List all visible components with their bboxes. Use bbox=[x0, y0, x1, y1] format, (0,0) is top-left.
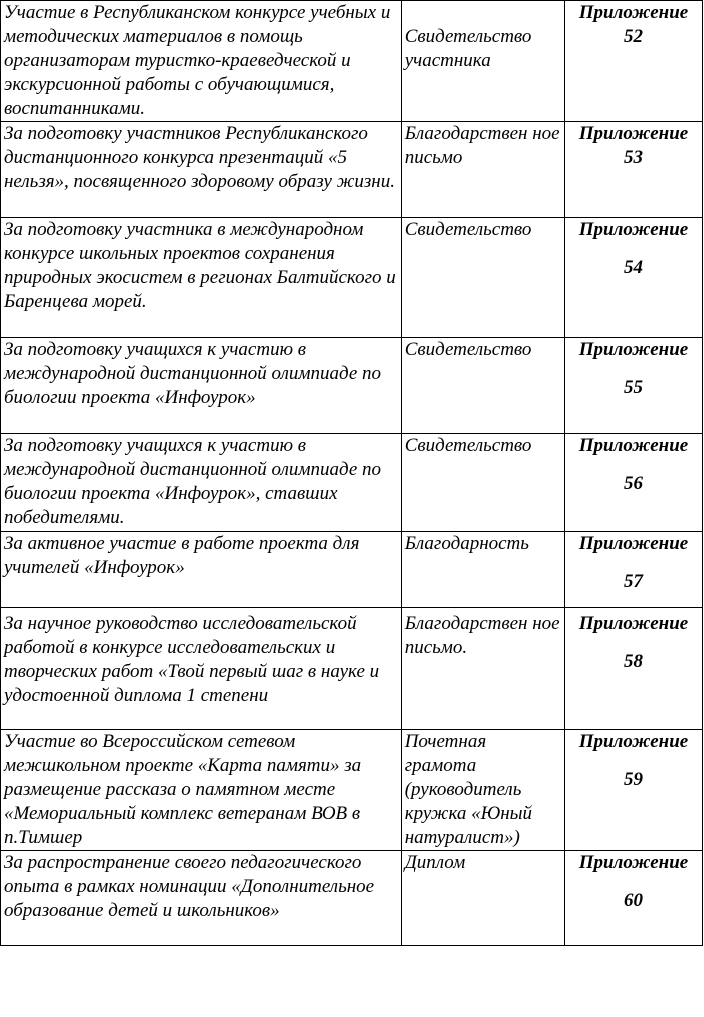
row-description: Участие в Республиканском конкурсе учебных и методических материалов в помощь организаторам туристко-краеведческой и экскурсионной работы с обучающимися, воспитанниками. bbox=[1, 1, 402, 122]
row-document-type: Благодарствен ное письмо bbox=[401, 122, 564, 218]
row-document-type: Почетная грамота (руководитель кружка «Юный натуралист») bbox=[401, 730, 564, 851]
document-type-text: Свидетельство участника bbox=[404, 26, 532, 71]
row-document-type: Благодарность bbox=[401, 532, 564, 608]
table-row bbox=[1, 608, 703, 730]
appendix-label: Приложение bbox=[578, 852, 689, 873]
table-row bbox=[1, 434, 703, 532]
appendix-label: Приложение bbox=[578, 533, 689, 554]
row-appendix bbox=[565, 434, 703, 532]
appendix-number: 59 bbox=[624, 769, 643, 790]
appendix-label: Приложение bbox=[578, 123, 689, 144]
appendix-number: 53 bbox=[624, 147, 643, 168]
table-row bbox=[1, 532, 703, 608]
row-description: За подготовку участника в международном конкурсе школьных проектов сохранения природных экосистем в регионах Балтийского и Баренцева морей. bbox=[1, 218, 402, 338]
appendix-number: 56 bbox=[624, 473, 643, 494]
row-document-type bbox=[401, 1, 564, 122]
table-row bbox=[1, 730, 703, 851]
row-description: За подготовку учащихся к участию в международной дистанционной олимпиаде по биологии проекта «Инфоурок» bbox=[1, 338, 402, 434]
appendix-number: 57 bbox=[624, 571, 643, 592]
appendix-number: 60 bbox=[624, 890, 643, 911]
table-row bbox=[1, 1, 703, 122]
appendix-label: Приложение bbox=[578, 613, 689, 634]
appendix-number: 55 bbox=[624, 377, 643, 398]
table-row bbox=[1, 338, 703, 434]
row-appendix bbox=[565, 122, 703, 218]
appendix-label: Приложение bbox=[578, 731, 689, 752]
row-appendix bbox=[565, 532, 703, 608]
description-text: За научное руководство исследовательской работой в конкурсе исследовательских и творческих работ «Твой первый шаг в науке и удостоенной диплома 1 степени bbox=[4, 613, 380, 706]
row-appendix bbox=[565, 338, 703, 434]
appendix-number: 54 bbox=[624, 257, 643, 278]
row-document-type: Диплом bbox=[401, 851, 564, 946]
appendix-label: Приложение bbox=[578, 219, 689, 240]
row-description: За подготовку участников Республиканского дистанционного конкурса презентаций «5 нельзя», посвященного здоровому образу жизни. bbox=[1, 122, 402, 218]
row-document-type: Свидетельство bbox=[401, 218, 564, 338]
row-appendix bbox=[565, 1, 703, 122]
row-document-type: Свидетельство bbox=[401, 338, 564, 434]
row-appendix bbox=[565, 608, 703, 730]
row-description: За подготовку учащихся к участию в международной дистанционной олимпиаде по биологии проекта «Инфоурок», ставших победителями. bbox=[1, 434, 402, 532]
appendix-label: Приложение bbox=[578, 339, 689, 360]
row-description: За распространение своего педагогического опыта в рамках номинации «Дополнительное образование детей и школьников» bbox=[1, 851, 402, 946]
row-document-type bbox=[401, 608, 564, 730]
row-description: Участие во Всероссийском сетевом межшкольном проекте «Карта памяти» за размещение рассказа о памятном месте «Мемориальный комплекс ветеранам ВОВ в п.Тимшер bbox=[1, 730, 402, 851]
table-row bbox=[1, 851, 703, 946]
row-appendix bbox=[565, 218, 703, 338]
row-description: За активное участие в работе проекта для учителей «Инфоурок» bbox=[1, 532, 402, 608]
row-appendix bbox=[565, 851, 703, 946]
appendix-label: Приложение bbox=[578, 435, 689, 456]
table-row bbox=[1, 218, 703, 338]
row-description bbox=[1, 608, 402, 730]
appendix-number: 58 bbox=[624, 651, 643, 672]
document-type-text: Благодарствен ное письмо. bbox=[404, 613, 560, 658]
row-document-type: Свидетельство bbox=[401, 434, 564, 532]
table-row bbox=[1, 122, 703, 218]
appendix-label: Приложение bbox=[578, 2, 689, 23]
appendix-number: 52 bbox=[624, 26, 643, 47]
row-appendix bbox=[565, 730, 703, 851]
